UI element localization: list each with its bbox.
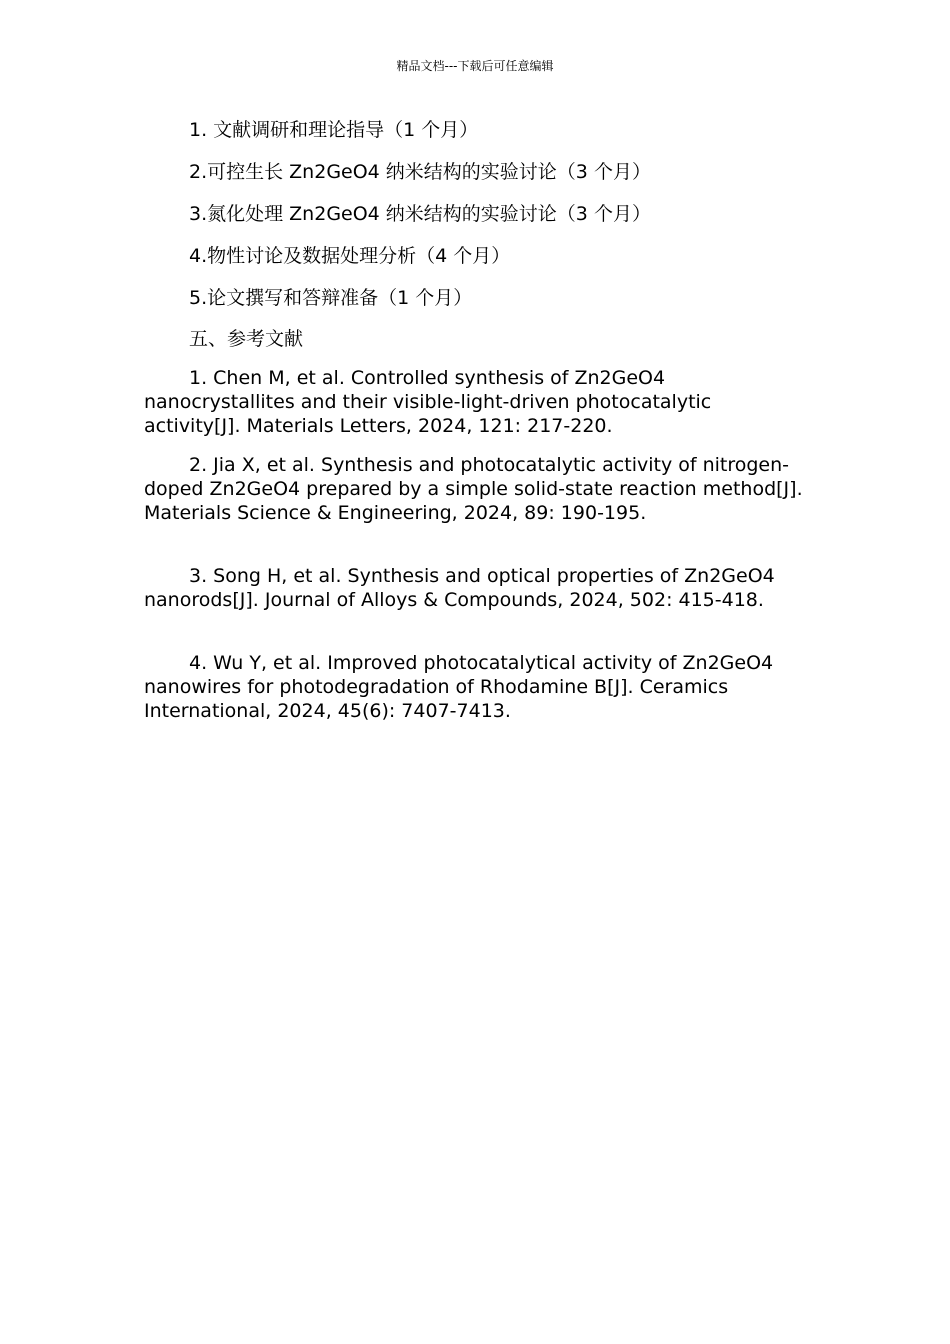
reference-item: 4. Wu Y, et al. Improved photocatalytical activity of Zn2GeO4 nanowires for photodegradation of Rhodamine B[J]. Ceramics International, 2024, 45(6): 7407-7413.: [144, 652, 774, 722]
section-heading-references: 五、参考文献: [189, 328, 304, 350]
plan-item: 4.物性讨论及数据处理分析（4 个月）: [189, 245, 511, 267]
plan-item: 2.可控生长 Zn2GeO4 纳米结构的实验讨论（3 个月）: [189, 161, 651, 183]
reference-item: 2. Jia X, et al. Synthesis and photocatalytic activity of nitrogen-doped Zn2GeO4 prepared by a simple solid-state reaction method[J]. Materials Science & Engineering, 2024, 89: 190-195.: [144, 454, 803, 524]
reference-item: 3. Song H, et al. Synthesis and optical properties of Zn2GeO4 nanorods[J]. Journal of Alloys & Compounds, 2024, 502: 415-418.: [144, 565, 775, 611]
page-header: 精品文档---下载后可任意编辑: [396, 59, 554, 73]
plan-item: 1. 文献调研和理论指导（1 个月）: [189, 119, 479, 141]
plan-item: 5.论文撰写和答辩准备（1 个月）: [189, 287, 473, 309]
plan-item: 3.氮化处理 Zn2GeO4 纳米结构的实验讨论（3 个月）: [189, 203, 651, 225]
reference-item: 1. Chen M, et al. Controlled synthesis of Zn2GeO4 nanocrystallites and their visible-light-driven photocatalytic activity[J]. Materials Letters, 2024, 121: 217-220.: [144, 367, 712, 437]
